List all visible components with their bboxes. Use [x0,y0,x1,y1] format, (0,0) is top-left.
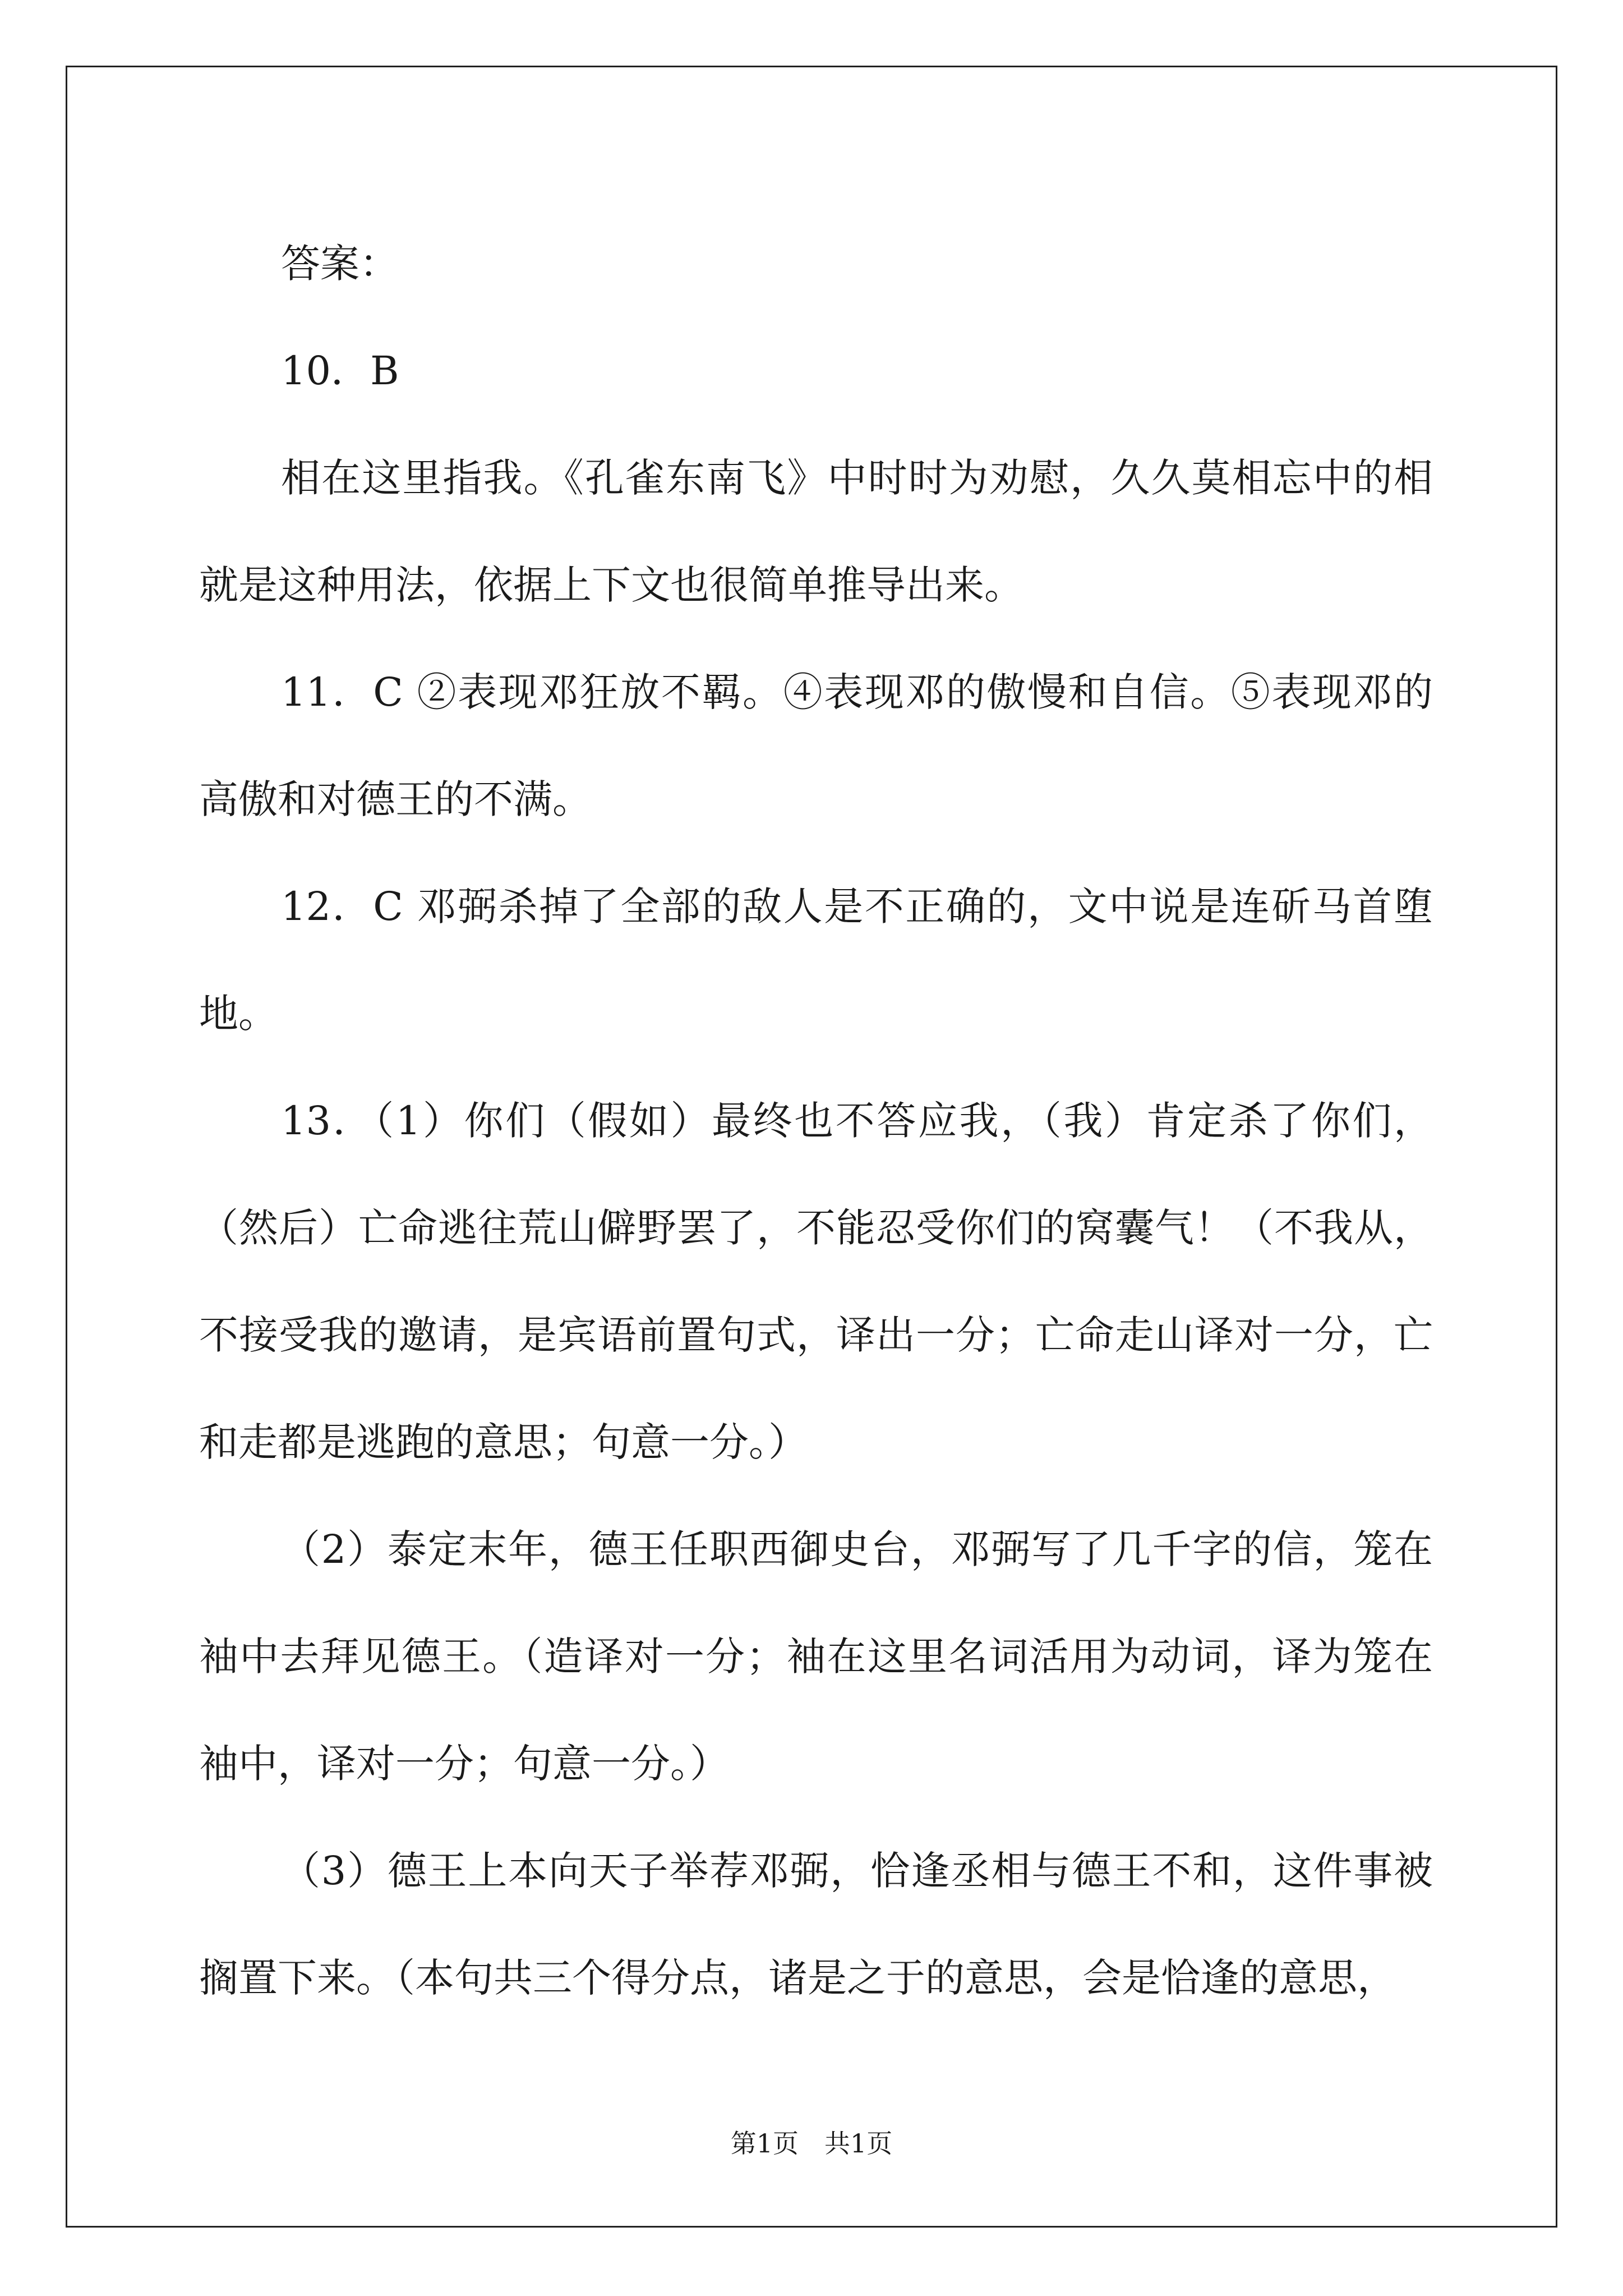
document-body [199,210,1433,2032]
answer-13-part-1: 13．（1）你们（假如）最终也不答应我，（我）肯定杀了你们，（然后）亡命逃往荒山僻野罢了，不能忍受你们的窝囊气！（不我从，不接受我的邀请，是宾语前置句式，译出一分；亡命走山译对一分，亡和走都是逃跑的意思；句意一分。） [199,1098,1433,1465]
answer-13-part-2: （2）泰定末年，德王任职西御史台，邓弼写了几千字的信，笼在袖中去拜见德王。（造译对一分；袖在这里名词活用为动词，译为笼在袖中，译对一分；句意一分。） [199,1526,1433,1787]
answer-10: 10．B [281,348,399,394]
page-number-footer: 第1页 共1页 [730,2128,893,2159]
answer-10-explanation: 相在这里指我。《孔雀东南飞》中时时为劝慰，久久莫相忘中的相就是这种用法，依据上下文也很简单推导出来。 [199,455,1433,608]
answer-heading: 答案： [281,241,399,287]
answer-11: 11．C ②表现邓狂放不羁。④表现邓的傲慢和自信。⑤表现邓的高傲和对德王的不满。 [199,669,1433,822]
answer-12: 12．C 邓弼杀掉了全部的敌人是不正确的，文中说是连斫马首堕地。 [199,884,1433,1037]
answer-13-part-3: （3）德王上本向天子举荐邓弼，恰逢丞相与德王不和，这件事被搁置下来。（本句共三个得分点，诸是之于的意思，会是恰逢的意思， [199,1848,1433,2001]
